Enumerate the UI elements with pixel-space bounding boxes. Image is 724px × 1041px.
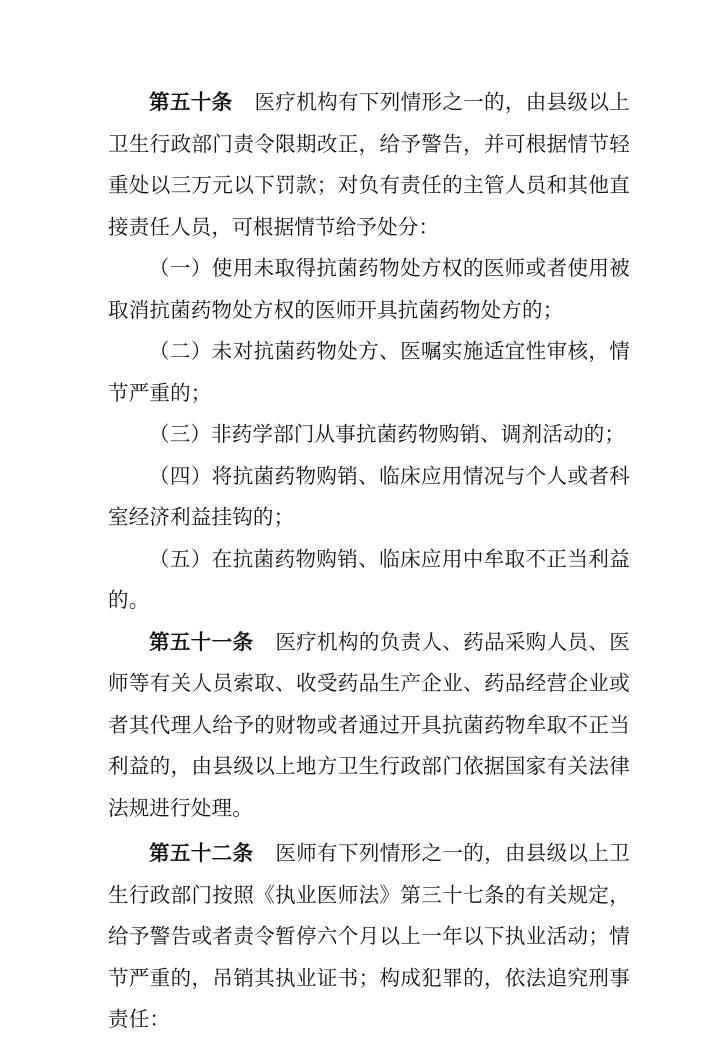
article-50 <box>108 82 630 248</box>
article-50-item-1: （一）使用未取得抗菌药物处方权的医师或者使用被取消抗菌药物处方权的医师开具抗菌药物处方的； <box>108 256 630 322</box>
article-50-number: 第五十条 <box>149 90 233 114</box>
document-page <box>108 82 630 1041</box>
article-50-text: 医疗机构有下列情形之一的，由县级以上卫生行政部门责令限期改正，给予警告，并可根据情节轻重处以三万元以下罚款；对负有责任的主管人员和其他直接责任人员，可根据情节给予处分： <box>108 90 630 239</box>
article-51-text: 医疗机构的负责人、药品采购人员、医师等有关人员索取、收受药品生产企业、药品经营企业或者其代理人给予的财物或者通过开具抗菌药物牟取不正当利益的，由县级以上地方卫生行政部门依据国家有关法律法规进行处理。 <box>108 629 630 820</box>
article-51-number: 第五十一条 <box>149 629 254 654</box>
article-50-item-2: （二）未对抗菌药物处方、医嘱实施适宜性审核，情节严重的； <box>108 339 630 405</box>
article-51 <box>108 622 630 830</box>
article-52 <box>108 833 630 1041</box>
article-52-text: 医师有下列情形之一的，由县级以上卫生行政部门按照《执业医师法》第三十七条的有关规定，给予警告或者责令暂停六个月以上一年以下执业活动；情节严重的，吊销其执业证书；构成犯罪的，依法追究刑事责任： <box>108 841 630 1031</box>
article-50-item-5: （五）在抗菌药物购销、临床应用中牟取不正当利益的。 <box>108 546 630 612</box>
article-50-item-3: （三）非药学部门从事抗菌药物购销、调剂活动的； <box>149 422 626 446</box>
article-50-item-4: （四）将抗菌药物购销、临床应用情况与个人或者科室经济利益挂钩的； <box>108 463 630 529</box>
article-52-number: 第五十二条 <box>149 841 254 865</box>
